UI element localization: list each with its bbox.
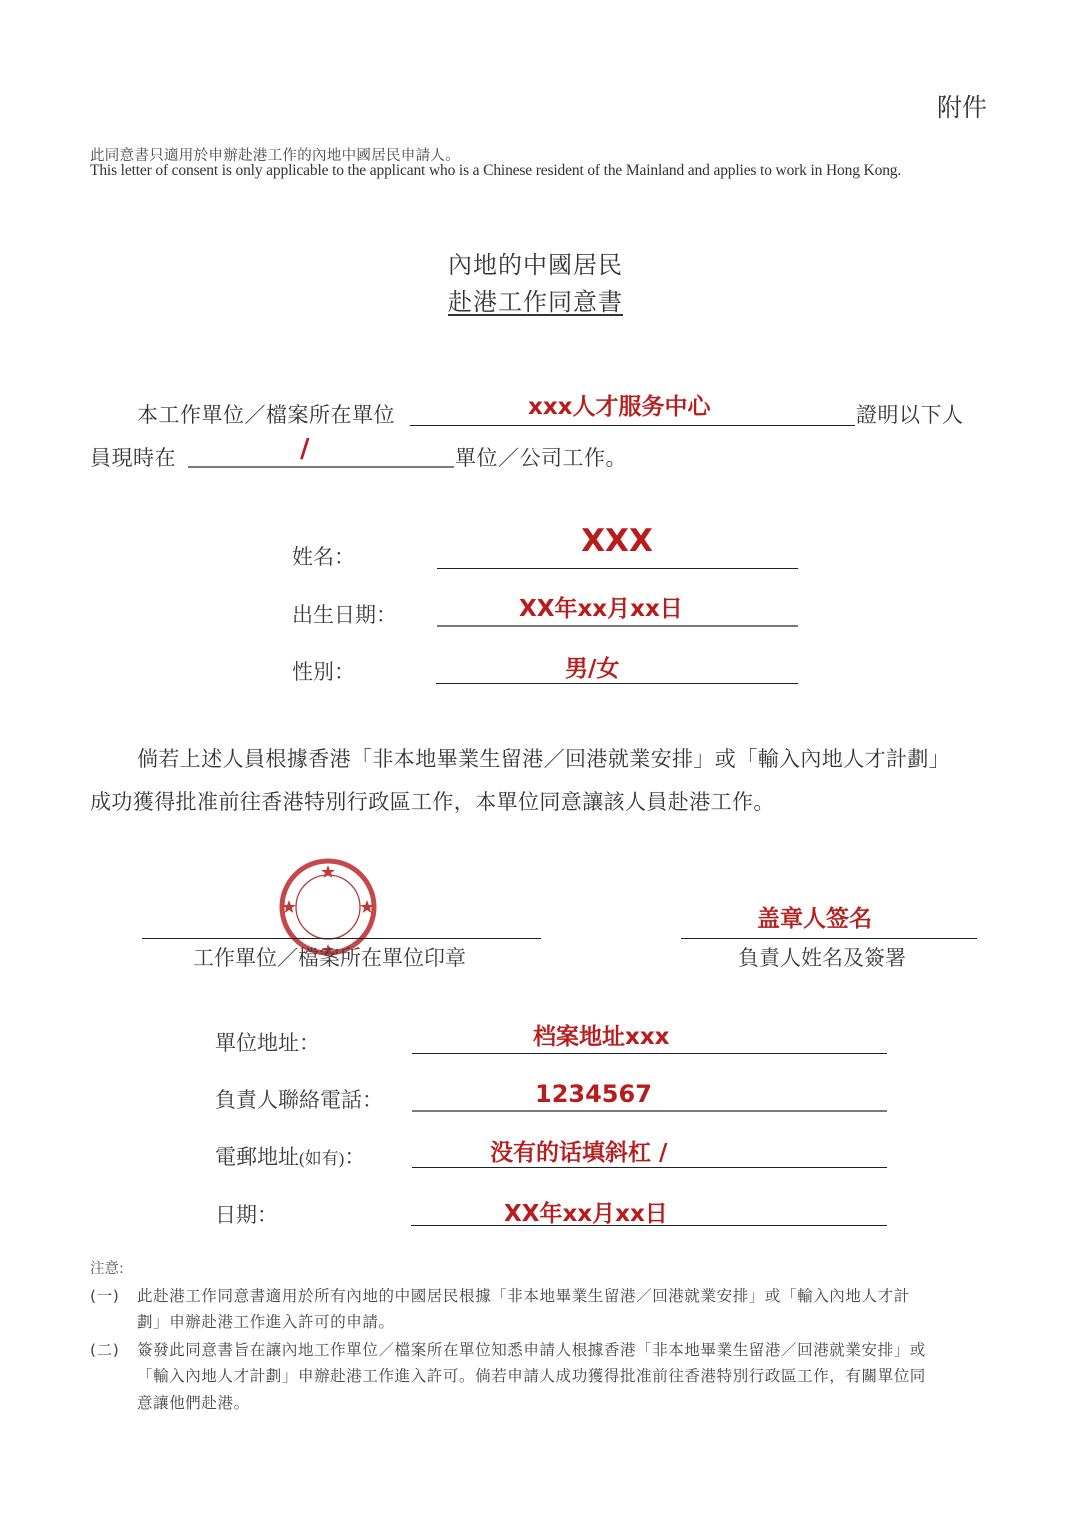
birthdate-label: 出生日期： (292, 603, 397, 627)
unit-address-value[interactable]: 档案地址xxx (533, 1024, 670, 1050)
name-label: 姓名： (292, 545, 355, 569)
unit-name-underline (410, 425, 855, 426)
certification-line2-suffix: 單位／公司工作。 (455, 446, 627, 470)
notes-heading: 注意: (90, 1261, 124, 1277)
email-label-colon: ： (344, 1145, 366, 1169)
certification-line2-prefix: 員現時在 (90, 446, 176, 470)
date-label: 日期： (215, 1203, 278, 1227)
signer-value[interactable]: 盖章人签名 (757, 906, 872, 932)
email-label (215, 1141, 365, 1171)
date-underline (411, 1225, 887, 1226)
birthdate-underline (437, 625, 798, 627)
email-value[interactable]: 没有的话填斜杠 / (490, 1140, 668, 1166)
scope-note-zh: 此同意書只適用於申辦赴港工作的內地中國居民申請人。 (90, 148, 460, 164)
unit-address-underline (412, 1053, 887, 1054)
unit-name-value[interactable]: xxx人才服务中心 (528, 394, 711, 420)
signer-caption: 負責人姓名及簽署 (738, 946, 906, 970)
contact-phone-underline (412, 1110, 887, 1112)
email-underline (412, 1167, 887, 1168)
email-label-optional: (如有) (299, 1149, 345, 1168)
email-label-text: 電郵地址 (215, 1145, 299, 1169)
consent-line-1: 倘若上述人員根據香港「非本地畢業生留港／回港就業安排」或「輸入內地人才計劃」 (137, 747, 951, 771)
date-value[interactable]: XX年xx月xx日 (504, 1201, 668, 1227)
contact-phone-label: 負責人聯絡電話： (215, 1088, 383, 1112)
certification-suffix-line1: 證明以下人 (856, 403, 964, 427)
note-2-line-2: 「輸入內地人才計劃」申辦赴港工作進入許可。倘若申請人成功獲得批准前往香港特別行政區工作，有關單位同 (137, 1367, 926, 1385)
name-underline (437, 568, 798, 569)
note-2-line-1: 簽發此同意書旨在讓內地工作單位／檔案所在單位知悉申請人根據香港「非本地畢業生留港／回港就業安排」或 (137, 1341, 926, 1359)
seal-caption: 工作單位／檔案所在單位印章 (193, 946, 466, 970)
note-1-line-1: 此赴港工作同意書適用於所有內地的中國居民根據「非本地畢業生留港／回港就業安排」或「輸入內地人才計 (137, 1287, 910, 1305)
birthdate-value[interactable]: XX年xx月xx日 (519, 596, 683, 622)
note-1-marker: (一) (90, 1287, 120, 1305)
unit-address-label: 單位地址： (215, 1031, 320, 1055)
current-employer-value[interactable]: / (300, 434, 310, 464)
signer-signature-line (681, 938, 977, 939)
gender-label: 性別： (292, 660, 355, 684)
title-line-2: 赴港工作同意書 (448, 288, 623, 316)
star-icon (321, 865, 335, 878)
note-2-line-3: 意讓他們赴港。 (137, 1394, 250, 1412)
note-1-line-2: 劃」申辦赴港工作進入許可的申請。 (137, 1313, 395, 1331)
scope-note-en: This letter of consent is only applicable to the applicant who is a Chinese resident of the Mainland and applies to work in Hong Kong. (90, 162, 902, 179)
name-value[interactable]: XXX (581, 523, 653, 559)
certification-prefix: 本工作單位／檔案所在單位 (137, 403, 395, 427)
title-line-1: 內地的中國居民 (448, 251, 623, 279)
note-2-marker: (二) (90, 1341, 120, 1359)
consent-line-2: 成功獲得批准前往香港特別行政區工作，本單位同意讓該人員赴港工作。 (90, 790, 775, 814)
annex-label: 附件 (937, 93, 988, 122)
gender-value[interactable]: 男/女 (565, 656, 620, 682)
seal-signature-line (142, 938, 541, 939)
contact-phone-value[interactable]: 1234567 (535, 1080, 652, 1108)
gender-underline (436, 683, 798, 684)
current-employer-underline (188, 466, 454, 468)
